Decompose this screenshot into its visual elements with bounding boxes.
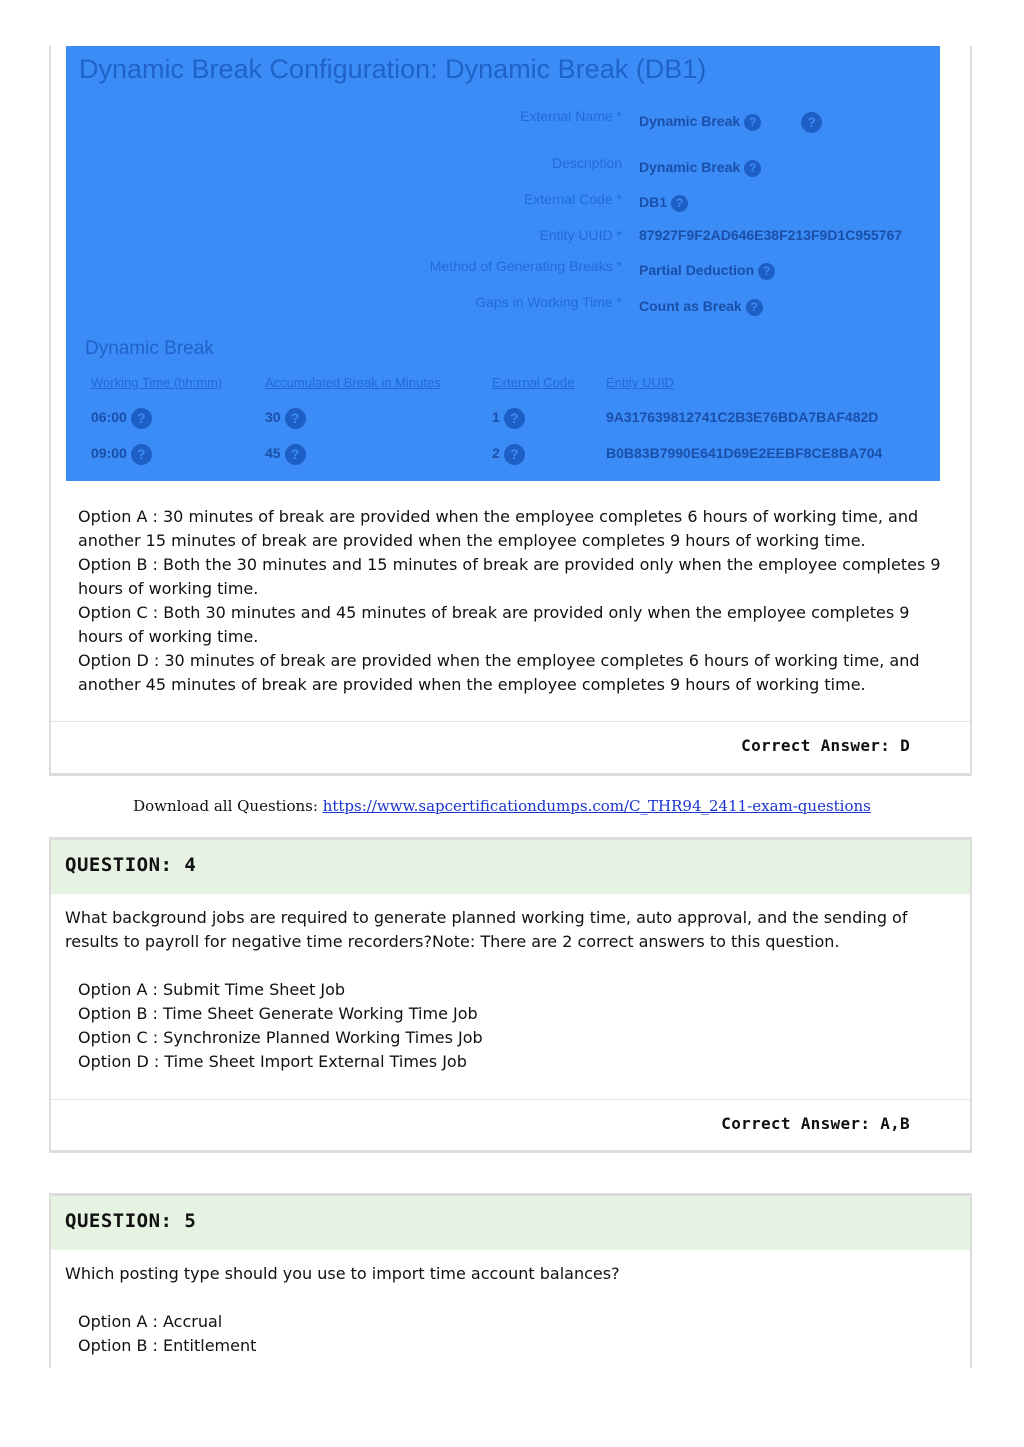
table-cell: 30 ? [265,408,306,429]
q5-option-a: Option A : Accrual [78,1312,223,1331]
help-icon: ? [746,299,763,316]
help-icon: ? [744,114,761,131]
table-header: External Code [492,375,575,390]
help-icon: ? [285,408,306,429]
question-5-header [51,1196,970,1250]
table-cell: B0B83B7990E641D69E2EEBF8CE8BA704 [606,445,883,461]
table-cell: 1 ? [492,408,525,429]
question-5-title: QUESTION: 5 [65,1210,197,1232]
q4-option-d: Option D : Time Sheet Import External Times Job [78,1052,467,1071]
table-cell: 9A317639812741C2B3E76BDA7BAF482D [606,409,879,425]
field-label-description: Description [551,155,622,171]
download-label: Download all Questions: [133,797,318,815]
q4-option-a: Option A : Submit Time Sheet Job [78,980,346,999]
field-label-method: Method of Generating Breaks * [429,258,622,274]
field-label-external-code: External Code * [523,191,622,207]
q3-correct-answer: Correct Answer: D [741,736,910,755]
question-4-text: What background jobs are required to generate planned working time, auto approval, and the sending of results to payroll for negative time recorders?Note: There are 2 correct answers to this question. [65,908,908,951]
table-cell: 09:00 ? [91,444,152,465]
field-value-external-name: Dynamic Break ? ? [639,112,822,133]
divider [51,721,970,722]
help-icon: ? [744,160,761,177]
question-4-header [51,840,970,894]
question-4-title: QUESTION: 4 [65,854,197,876]
field-value-entity-uuid: 87927F9F2AD646E38F213F9D1C955767 [639,227,903,243]
section-title: Dynamic Break [85,338,214,359]
screenshot-title: Dynamic Break Configuration: Dynamic Break (DB1) [79,54,707,84]
download-line [0,797,1004,815]
table-cell: 2 ? [492,444,525,465]
help-icon: ? [131,408,152,429]
help-icon: ? [504,444,525,465]
q3-option-b: Option B : Both the 30 minutes and 15 minutes of break are provided only when the employee completes 9 hours of working time. [78,555,941,598]
field-value-external-code: DB1 ? [639,194,688,212]
q3-option-c: Option C : Both 30 minutes and 45 minutes of break are provided only when the employee completes 9 hours of working time. [78,603,910,646]
table-header: Accumulated Break in Minutes [265,375,441,390]
table-cell: 06:00 ? [91,408,152,429]
q4-option-b: Option B : Time Sheet Generate Working Time Job [78,1004,478,1023]
q3-option-a: Option A : 30 minutes of break are provided when the employee completes 6 hours of working time, and another 15 minutes of break are provided when the employee completes 9 hours of working time. [78,507,919,550]
table-cell: 45 ? [265,444,306,465]
field-value-gaps: Count as Break ? [639,298,763,316]
download-link[interactable]: https://www.sapcertificationdumps.com/C_THR94_2411-exam-questions [322,797,871,815]
field-label-gaps: Gaps in Working Time * [475,294,622,310]
help-icon: ? [801,112,822,133]
help-icon: ? [131,444,152,465]
table-header: Working Time (hh:mm) [91,375,223,390]
q4-correct-answer: Correct Answer: A,B [721,1114,910,1133]
help-icon: ? [285,444,306,465]
field-value-method: Partial Deduction ? [639,262,775,280]
question-5-text: Which posting type should you use to import time account balances? [65,1264,620,1283]
help-icon: ? [504,408,525,429]
field-value-description: Dynamic Break ? [639,159,761,177]
divider [51,1099,970,1100]
dynamic-break-screenshot [66,46,940,481]
help-icon: ? [671,195,688,212]
q4-option-c: Option C : Synchronize Planned Working Times Job [78,1028,483,1047]
table-header: Entity UUID [606,375,674,390]
field-label-entity-uuid: Entity UUID * [539,227,622,243]
q5-option-b: Option B : Entitlement [78,1336,257,1355]
help-icon: ? [758,263,775,280]
q3-option-d: Option D : 30 minutes of break are provided when the employee completes 6 hours of working time, and another 45 minutes of break are provided when the employee completes 9 hours of working time. [78,651,920,694]
field-label-external-name: External Name * [520,108,622,124]
